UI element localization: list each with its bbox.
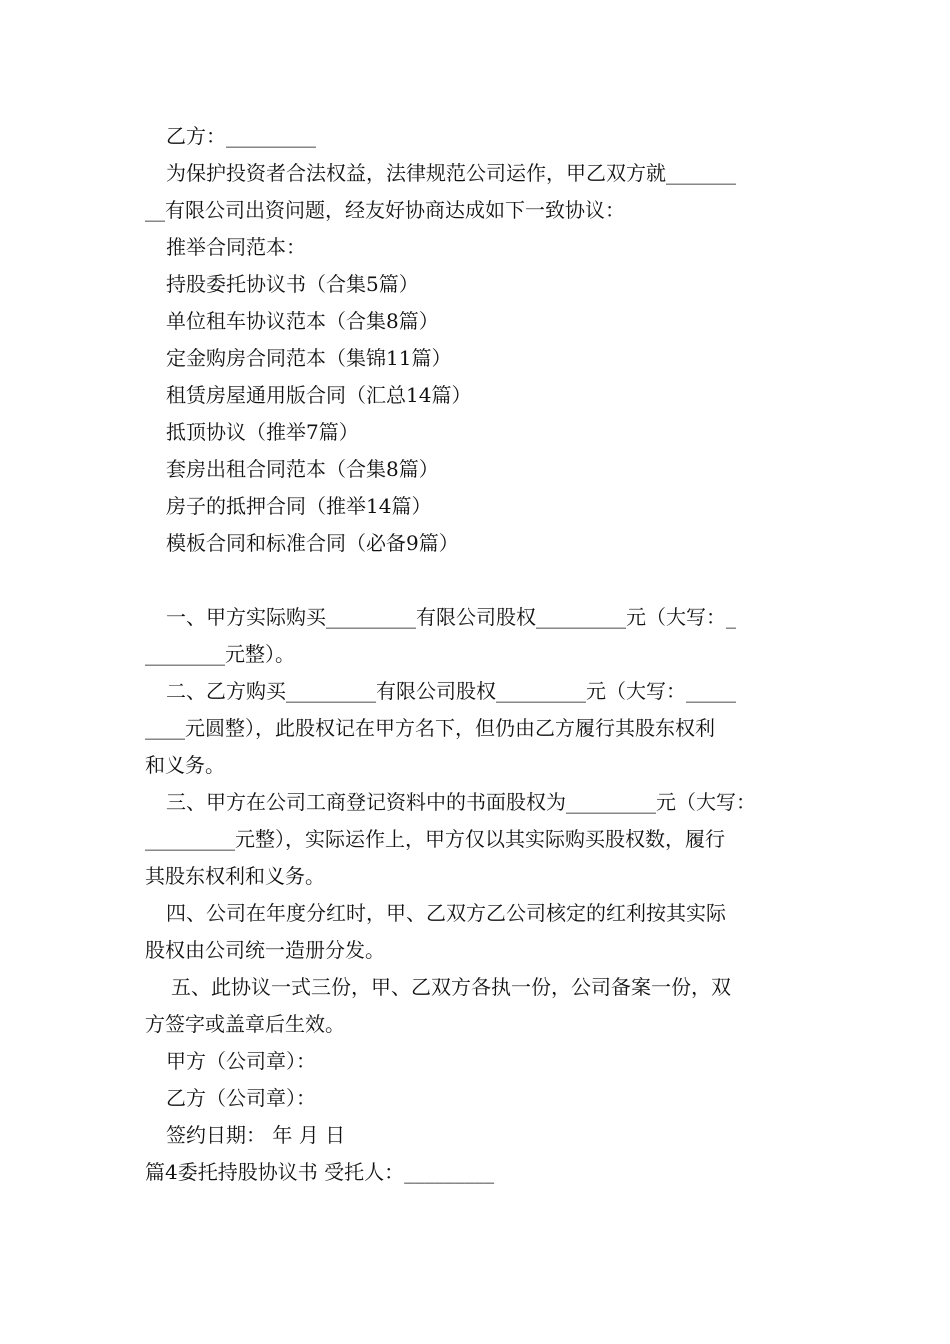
document-page (145, 118, 810, 1191)
recommend-heading: 推举合同范本： (166, 235, 306, 259)
party-b-seal-line: 乙方（公司章）： (166, 1086, 316, 1110)
clause-2-line-2: ____元圆整），此股权记在甲方名下，但仍由乙方履行其股东权利 (145, 716, 715, 740)
recommend-item: 持股委托协议书（合集5篇） (166, 272, 419, 296)
blank-line (145, 562, 810, 599)
recommend-item: 套房出租合同范本（合集8篇） (166, 457, 439, 481)
recommend-item: 抵顶协议（推举7篇） (166, 420, 359, 444)
clause-4-line-1: 四、公司在年度分红时，甲、乙双方乙公司核定的红利按其实际 (166, 901, 726, 925)
preamble-line-2: __有限公司出资问题，经友好协商达成如下一致协议： (145, 198, 625, 222)
party-b-line: 乙方：_________ (166, 124, 316, 148)
clause-2-line-3: 和义务。 (145, 753, 225, 777)
recommend-item: 单位租车协议范本（合集8篇） (166, 309, 439, 333)
clause-3-line-1: 三、甲方在公司工商登记资料中的书面股权为_________元（大写： (166, 790, 756, 814)
party-a-seal-line: 甲方（公司章）： (166, 1049, 316, 1073)
recommend-item: 定金购房合同范本（集锦11篇） (166, 346, 452, 370)
preamble-line-1: 为保护投资者合法权益，法律规范公司运作，甲乙双方就_______ (166, 161, 736, 185)
sign-date-line: 签约日期： 年 月 日 (166, 1123, 346, 1147)
clause-2-line-1: 二、乙方购买_________有限公司股权_________元（大写：_____ (166, 679, 736, 703)
recommend-item: 房子的抵押合同（推举14篇） (166, 494, 432, 518)
clause-5-line-1: 五、此协议一式三份，甲、乙双方各执一份，公司备案一份，双 (171, 975, 731, 999)
clause-1-line-2: ________元整）。 (145, 642, 295, 666)
clause-1-line-1: 一、甲方实际购买_________有限公司股权_________元（大写：_ (166, 605, 736, 629)
clause-4-line-2: 股权由公司统一造册分发。 (145, 938, 385, 962)
clause-3-line-2: _________元整），实际运作上，甲方仅以其实际购买股权数，履行 (145, 827, 725, 851)
recommend-item: 模板合同和标准合同（必备9篇） (166, 531, 459, 555)
clause-3-line-3: 其股东权利和义务。 (145, 864, 325, 888)
clause-5-line-2: 方签字或盖章后生效。 (145, 1012, 345, 1036)
next-article-heading: 篇4委托持股协议书 受托人：_________ (145, 1160, 495, 1184)
recommend-item: 租赁房屋通用版合同（汇总14篇） (166, 383, 472, 407)
